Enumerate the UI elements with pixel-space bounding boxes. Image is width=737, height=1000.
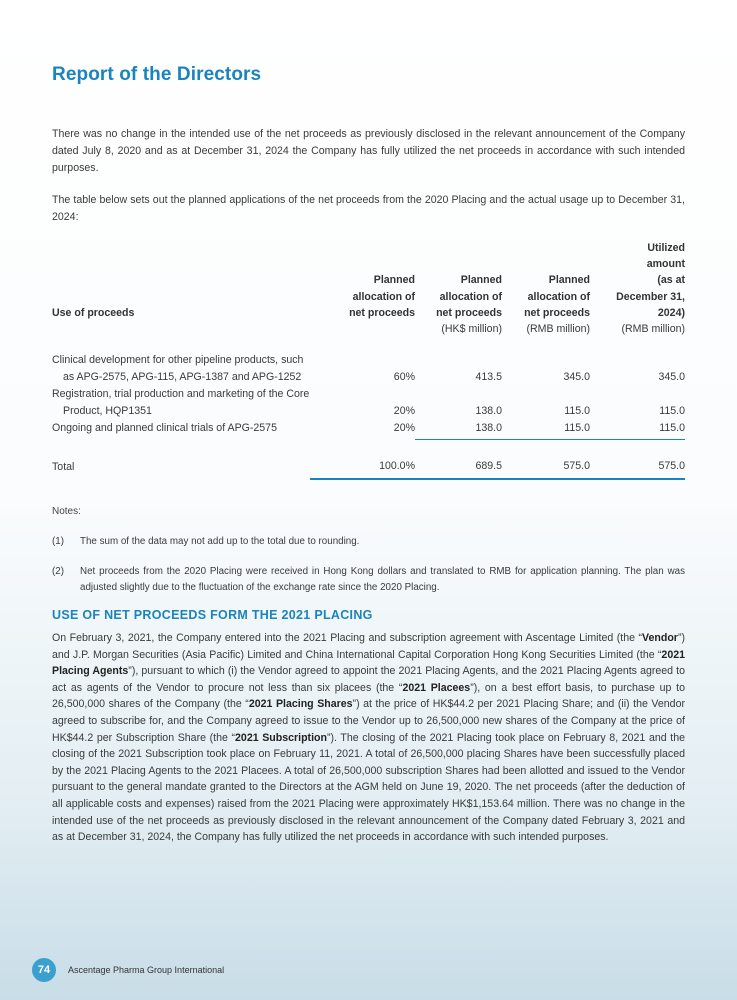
note-number: (1) [52,536,64,547]
table-row [52,386,685,420]
cell-pct: 20% [393,422,415,435]
cell-pct: 20% [393,405,415,418]
total-hkd: 689.5 [415,454,502,479]
cell-utilized: 115.0 [659,405,685,418]
note-text: The sum of the data may not add up to the total due to rounding. [80,536,360,547]
table-row [52,352,685,386]
page-title: Report of the Directors [52,64,262,85]
cell-utilized: 345.0 [658,371,685,384]
table-total-row [52,454,685,479]
unit-rmb-planned: (RMB million) [526,323,590,336]
proceeds-table [52,240,685,480]
footer-company-name: Ascentage Pharma Group International [68,965,225,975]
cell-pct: 60% [393,371,415,384]
term-placing-agents: 2021 Placing Agents [52,648,685,678]
total-pct: 100.0% [310,454,415,479]
header-use-of-proceeds: Use of proceeds [52,306,135,319]
row-label: Ongoing and planned clinical trials of APG-2575 [52,422,277,435]
note-number: (2) [52,566,64,577]
cell-hkd: 138.0 [475,422,502,435]
term-vendor: Vendor [642,632,678,644]
header-planned-allocation-hkd: Planned allocation of net proceeds [436,274,502,319]
intro-paragraph-1: There was no change in the intended use of the net proceeds as previously disclosed in the relevant announcement of the Company dated July 8, 2020 and as at December 31, 2024 the Company has fully utilized the net proceeds in accordance with such intended purposes. [52,128,685,174]
cell-rmb: 115.0 [564,422,590,435]
table-units-row [52,321,685,352]
note-item [52,534,685,550]
header-planned-allocation-pct: Planned allocation of net proceeds [349,274,415,319]
header-utilized-amount: Utilized amount (as at December 31, 2024) [616,242,685,319]
section-paragraph: On February 3, 2021, the Company entered into the 2021 Placing and subscription agreement with Ascentage Limited (the “Vendor”) and J.P. Morgan Securities (Asia Pacific) Limited and China International Capital Corporation Hong Kong Securities Limited (the “2021 Placing Agents”), pursuant to which (i) the Vendor agreed to appoint the 2021 Placing Agents, and the 2021 Placing Agents agreed to act as agents of the Vendor to procure not less than six placees (the “2021 Placees”), on a best effort basis, to purchase up to 26,500,000 shares of the Company (the “2021 Placing Shares”) at the price of HK$44.2 per 2021 Placing Share; and (ii) the Vendor agreed to subscribe for, and the Company agreed to issue to the Vendor up to 26,500,000 new shares of the Company at the price of HK$44.2 per Subscription Share (the “2021 Subscription”). The closing of the 2021 Placing took place on February 8, 2021 and the closing of the 2021 Subscription took place on February 11, 2021. A total of 26,500,000 placing Shares have been successfully placed by the 2021 Placing Agents to the 2021 Placees. A total of 26,500,000 subscription Shares had been allotted and issued to the Vendor pursuant to the general mandate granted to the Directors at the AGM held on June 19, 2020. The net proceeds (after the deduction of all applicable costs and expenses) raised from the 2021 Placing were approximately HK$1,153.64 million. There was no change in the intended use of the net proceeds as previously disclosed in the relevant announcement of the Company dated February 3, 2021 and as at December 31, 2024, the Company has fully utilized the net proceeds in accordance with such intended purposes. [52,632,685,844]
term-placing-shares: 2021 Placing Shares [248,698,353,711]
total-rmb: 575.0 [502,454,590,479]
unit-hkd: (HK$ million) [441,323,502,336]
row-label: Clinical development for other pipeline products, such as APG-2575, APG-115, APG-1387 and APG-1252 [52,354,304,384]
total-label: Total [52,461,75,474]
section-heading: USE OF NET PROCEEDS FORM THE 2021 PLACING [52,608,373,622]
row-label: Registration, trial production and marketing of the Core Product, HQP1351 [52,388,310,418]
page-number-badge: 74 [32,958,56,982]
cell-rmb: 345.0 [563,371,590,384]
cell-rmb: 115.0 [564,405,590,418]
note-item [52,564,685,595]
cell-hkd: 138.0 [475,405,502,418]
notes-title: Notes: [52,506,81,517]
unit-rmb-utilized: (RMB million) [621,323,685,336]
term-placees: 2021 Placees [402,681,471,694]
page-footer [32,958,224,982]
cell-hkd: 413.5 [475,371,502,384]
header-planned-allocation-rmb: Planned allocation of net proceeds [524,274,590,319]
total-utilized: 575.0 [590,454,685,479]
term-subscription: 2021 Subscription [235,731,327,744]
intro-paragraph-2: The table below sets out the planned applications of the net proceeds from the 2020 Placing and the actual usage up to December 31, 2024: [52,194,685,223]
table-row [52,420,685,437]
cell-utilized: 115.0 [659,422,685,435]
note-text: Net proceeds from the 2020 Placing were received in Hong Kong dollars and translated to RMB for application planning. The plan was adjusted slightly due to the fluctuation of the exchange rate since the 2020 Placing. [80,566,685,593]
table-header-row [52,240,685,321]
